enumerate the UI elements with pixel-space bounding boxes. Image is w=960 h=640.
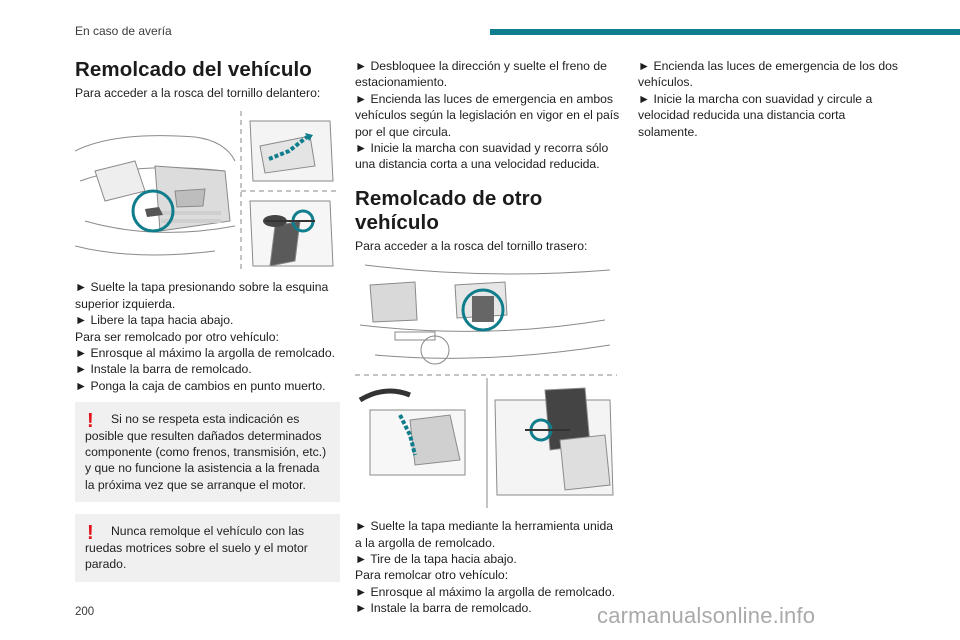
step-towing-1: ► Enrosque al máximo la argolla de remolcado. xyxy=(355,584,616,599)
column-2 xyxy=(355,58,620,617)
step-rear-1: ► Suelte la tapa mediante la herramienta unida a la argolla de remolcado. xyxy=(355,519,614,550)
step-towing-2: ► Instale la barra de remolcado. xyxy=(355,601,532,616)
step-front-2: ► Libere la tapa hacia abajo. xyxy=(75,313,234,328)
warning-text-2: Nunca remolque el vehículo con las ruedas motrices sobre el suelo y el motor parado. xyxy=(85,524,308,572)
step-tow-prep-2: ► Encienda las luces de emergencia en ambos vehículos según la legislación en vigor en el país por el que circula. xyxy=(355,91,620,139)
step-towed-2: ► Instale la barra de remolcado. xyxy=(75,362,252,377)
column-3 xyxy=(638,58,903,140)
warning-icon: ! xyxy=(87,410,94,433)
subintro-towing: Para remolcar otro vehículo: xyxy=(355,568,509,583)
section-title: En caso de avería xyxy=(75,24,172,38)
watermark: carmanualsonline.info xyxy=(597,603,816,628)
rear-towing-illustration xyxy=(355,260,617,510)
heading-towing-vehicle: Remolcado del vehículo xyxy=(75,58,312,81)
warning-text-1: Si no se respeta esta indicación es posible que resulten dañados determinados componente (como frenos, transmisión, etc.) y que no funcione la asistencia a la frenada la próxima vez que se arranque el motor. xyxy=(85,412,327,492)
front-bumper-drawing xyxy=(75,111,337,271)
intro-rear: Para acceder a la rosca del tornillo trasero: xyxy=(355,238,588,253)
rear-bumper-drawing xyxy=(355,260,617,510)
warning-box-1 xyxy=(75,402,340,502)
warning-box-2 xyxy=(75,514,340,581)
step-tow-prep-1: ► Desbloquee la dirección y suelte el freno de estacionamiento. xyxy=(355,59,607,90)
step-towed-1: ► Enrosque al máximo la argolla de remolcado. xyxy=(75,346,336,361)
page-number: 200 xyxy=(75,606,95,618)
intro-front: Para acceder a la rosca del tornillo delantero: xyxy=(75,86,321,100)
step-rear-2: ► Tire de la tapa hacia abajo. xyxy=(355,552,517,567)
step-tow-prep-3: ► Inicie la marcha con suavidad y recorra sólo una distancia corta a una velocidad reducida. xyxy=(355,141,609,172)
subintro-towed: Para ser remolcado por otro vehículo: xyxy=(75,329,279,344)
step-front-1: ► Suelte la tapa presionando sobre la esquina superior izquierda. xyxy=(75,280,329,311)
front-towing-illustration xyxy=(75,111,337,271)
step-final-2: ► Inicie la marcha con suavidad y circule a velocidad reducida una distancia corta solamente. xyxy=(638,91,873,139)
warning-icon: ! xyxy=(87,522,94,545)
column-1 xyxy=(75,58,340,582)
header-accent-bar xyxy=(490,29,960,35)
step-final-1: ► Encienda las luces de emergencia de los dos vehículos. xyxy=(638,59,899,90)
step-towed-3: ► Ponga la caja de cambios en punto muerto. xyxy=(75,378,326,393)
heading-towing-other: Remolcado de otro vehículo xyxy=(355,186,543,234)
